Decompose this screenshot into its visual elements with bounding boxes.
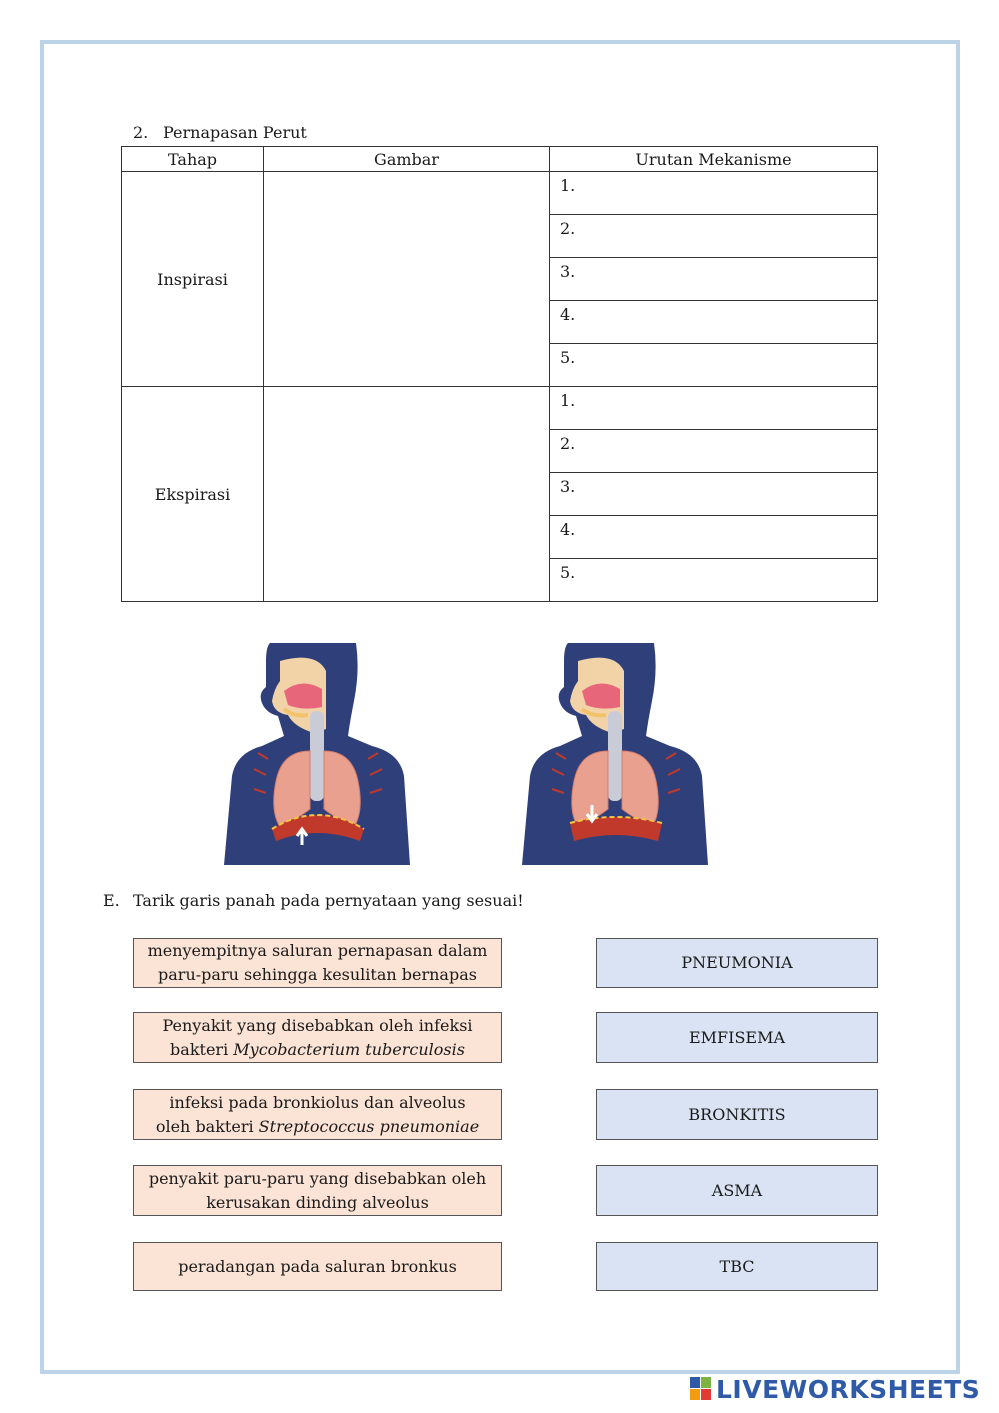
table-header-row [122,147,878,172]
statement-1-line2: paru-paru sehingga kesulitan bernapas [158,965,477,984]
step-inspirasi-4[interactable]: 4. [550,301,878,344]
disease-asma[interactable]: ASMA [596,1165,878,1216]
stage-ekspirasi: Ekspirasi [122,387,264,602]
section-e-instruction: Tarik garis panah pada pernyataan yang sesuai! [133,891,524,910]
statement-4-line2: kerusakan dinding alveolus [206,1192,429,1212]
table-row [122,172,878,215]
statement-3-line2-italic: Streptococcus pneumoniae [258,1116,480,1136]
step-ekspirasi-5[interactable]: 5. [550,559,878,602]
statement-4-line1: penyakit paru-paru yang disebabkan oleh [148,1168,487,1188]
statement-1-line1: menyempitnya saluran pernapasan dalam [147,941,488,960]
step-ekspirasi-3[interactable]: 3. [550,473,878,516]
inspiration-diagram[interactable] [222,641,412,865]
step-ekspirasi-2[interactable]: 2. [550,430,878,473]
expiration-diagram[interactable] [520,641,710,865]
step-ekspirasi-4[interactable]: 4. [550,516,878,559]
step-inspirasi-1[interactable]: 1. [550,172,878,215]
disease-pneumonia[interactable]: PNEUMONIA [596,938,878,988]
disease-emfisema[interactable]: EMFISEMA [596,1012,878,1063]
section-2-number: 2. [133,123,149,142]
statement-3[interactable] [133,1089,502,1140]
statement-3-line2-pre: oleh bakteri [155,1116,259,1136]
disease-bronkitis[interactable]: BRONKITIS [596,1089,878,1140]
step-ekspirasi-1[interactable]: 1. [550,387,878,430]
statement-2[interactable] [133,1012,502,1063]
image-drop-inspirasi[interactable] [264,172,550,387]
liveworksheets-logo [690,1374,980,1404]
header-tahap: Tahap [122,147,264,172]
step-inspirasi-5[interactable]: 5. [550,344,878,387]
section-2-heading [133,123,307,143]
statement-3-line1: infeksi pada bronkiolus dan alveolus [169,1092,466,1112]
statement-2-line1: Penyakit yang disebabkan oleh infeksi [162,1015,473,1035]
mechanism-table [121,146,878,602]
section-e-letter: E. [103,891,120,910]
table-row [122,387,878,430]
disease-tbc[interactable]: TBC [596,1242,878,1291]
statement-5-line1: peradangan pada saluran bronkus [178,1256,457,1276]
step-inspirasi-2[interactable]: 2. [550,215,878,258]
statement-4[interactable] [133,1165,502,1216]
section-e-heading [103,891,524,911]
statement-2-line2-italic: Mycobacterium tuberculosis [233,1039,465,1059]
statement-5[interactable] [133,1242,502,1291]
section-2-title: Pernapasan Perut [163,123,307,142]
statement-1[interactable] [133,938,502,988]
header-gambar: Gambar [264,147,550,172]
step-inspirasi-3[interactable]: 3. [550,258,878,301]
header-urutan: Urutan Mekanisme [550,147,878,172]
brand-name: LIVEWORKSHEETS [716,1374,981,1404]
statement-2-line2-pre: bakteri [170,1039,234,1059]
stage-inspirasi: Inspirasi [122,172,264,387]
liveworksheets-icon [690,1377,712,1401]
image-drop-ekspirasi[interactable] [264,387,550,602]
